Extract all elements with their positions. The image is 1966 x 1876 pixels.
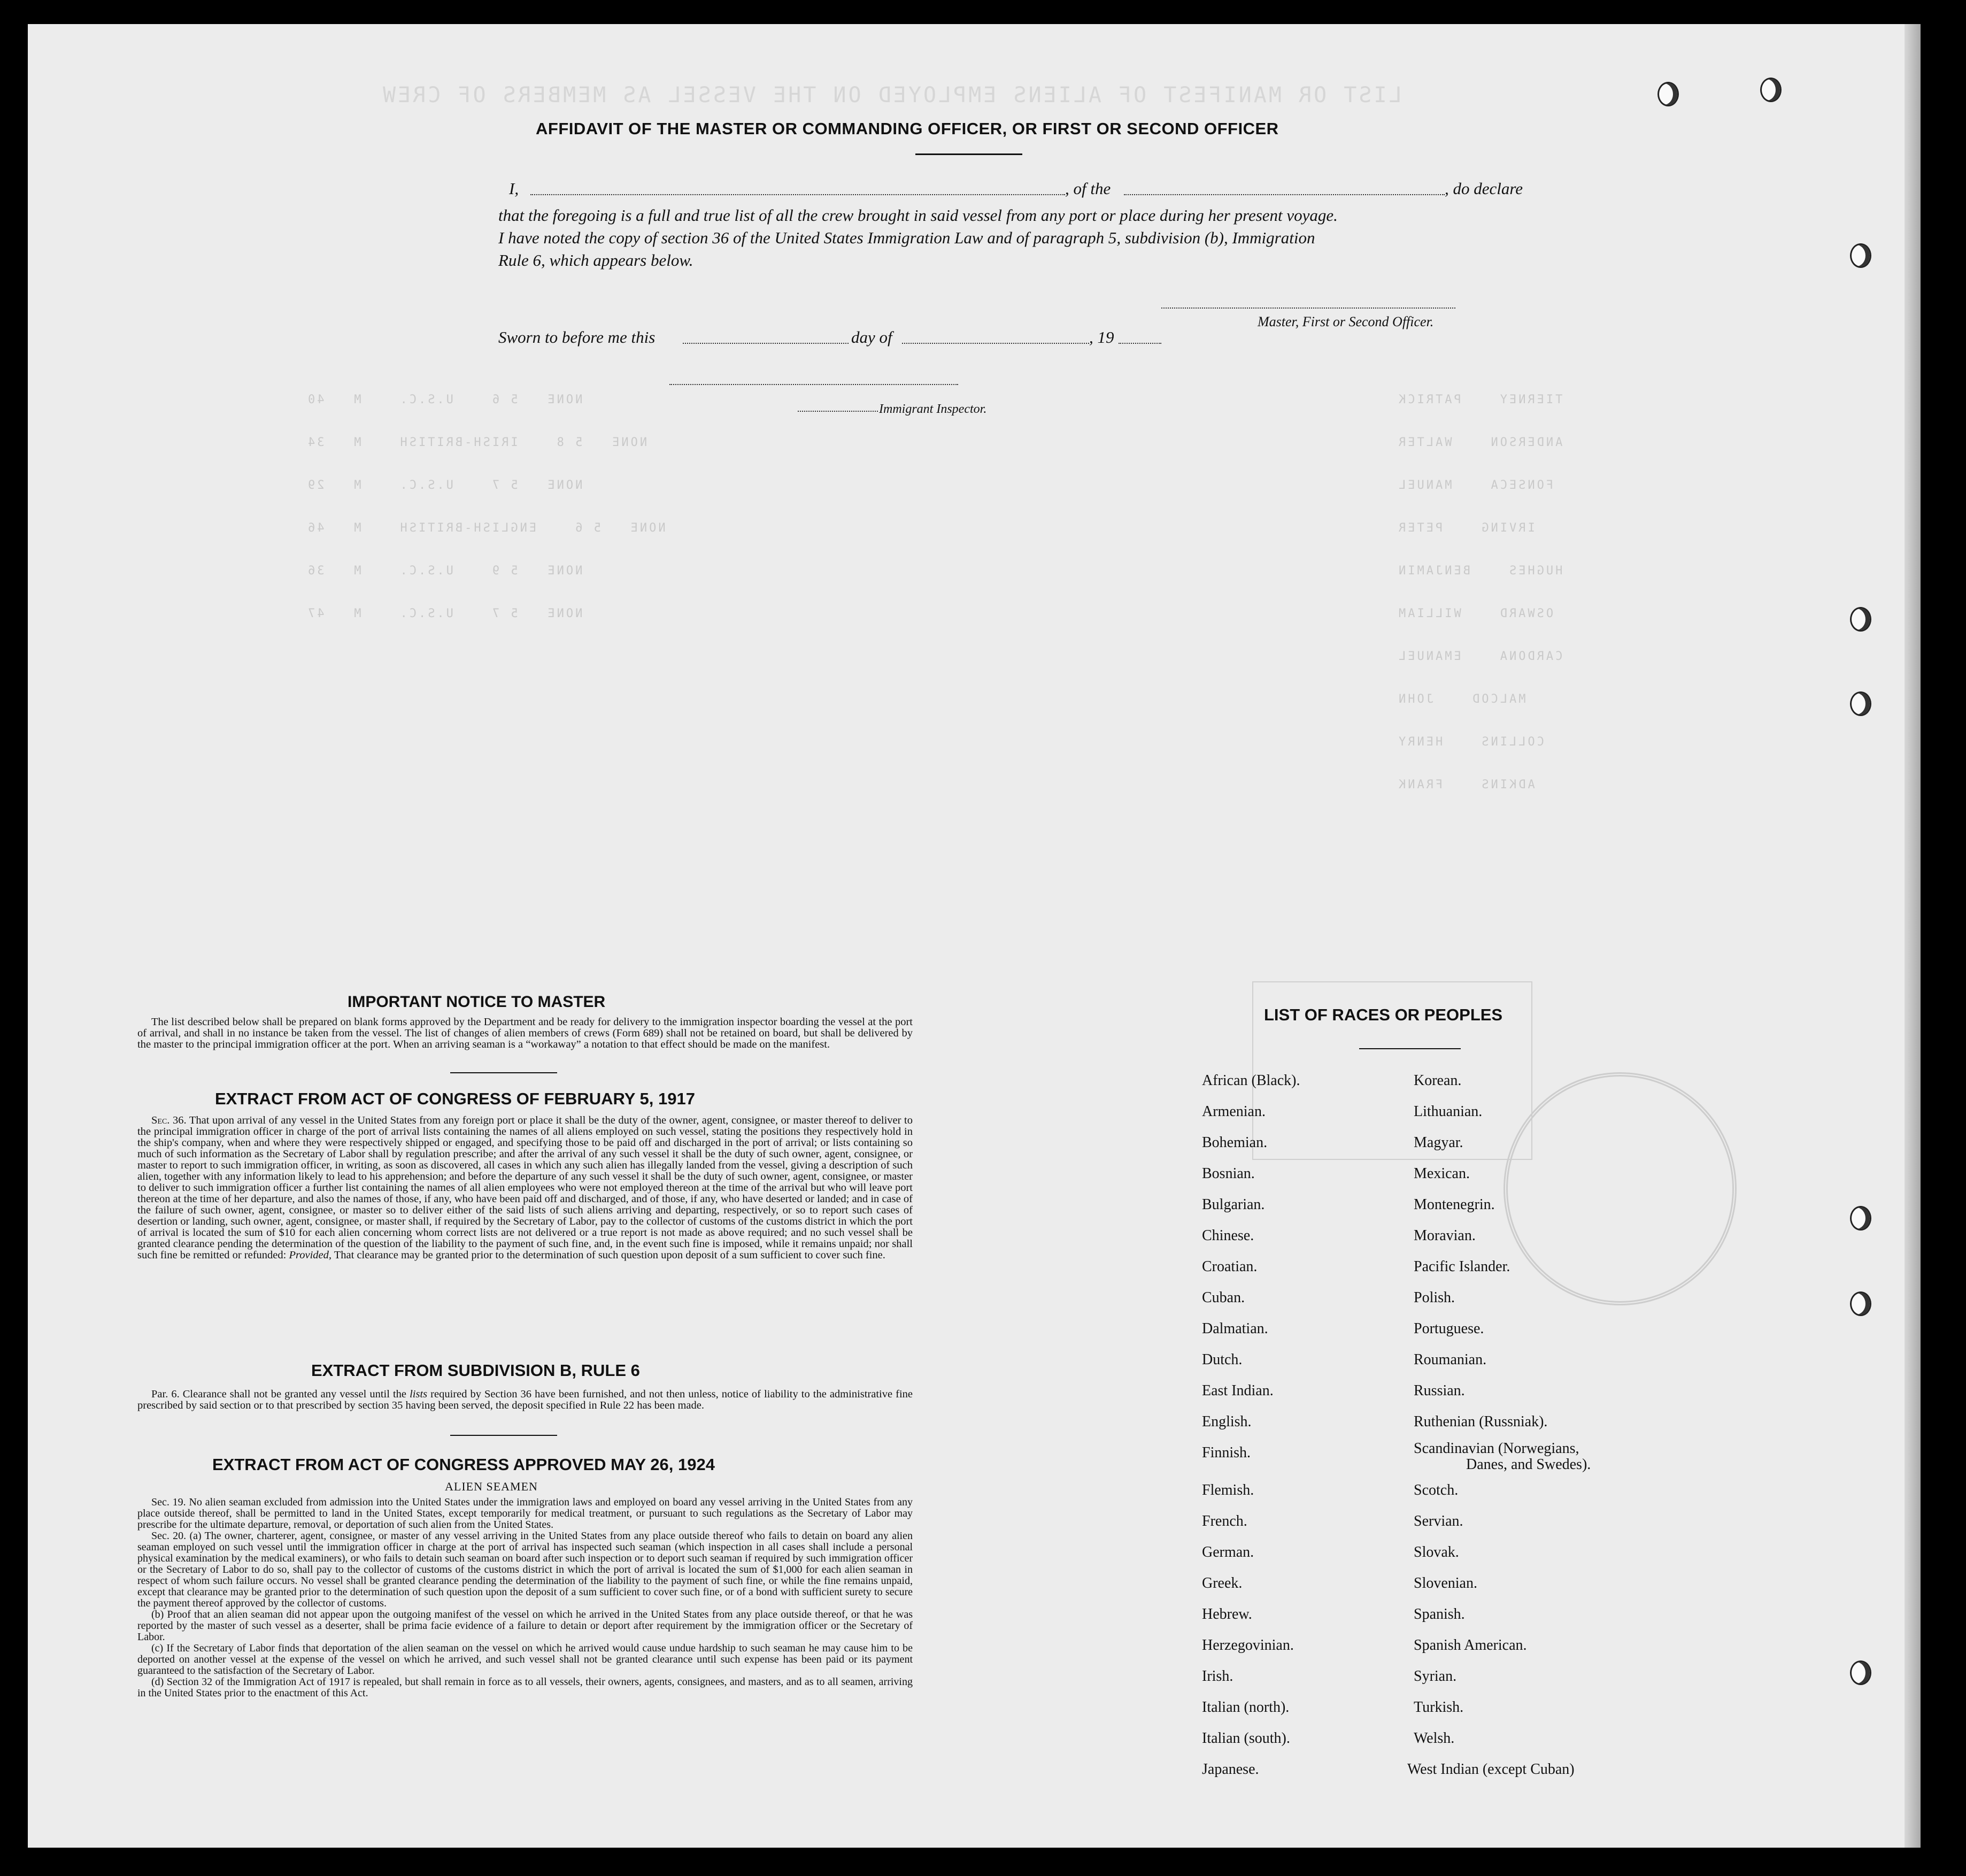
sec-20d: (d) Section 32 of the Immigration Act of 1917 is repealed, but shall remain in force as to all vessels, their owners, agents, consignees, and masters, and as to all seamen, arriving in the United States prior to the enactment of this Act. (137, 1676, 913, 1699)
race-right-continuation: Danes, and Swedes). (1466, 1456, 1591, 1473)
race-item: Lithuanian. (1414, 1103, 1483, 1120)
race-item: Japanese. (1202, 1761, 1259, 1778)
race-item: African (Black). (1202, 1072, 1300, 1089)
sec-20b: (b) Proof that an alien seaman did not appear upon the outgoing manifest of the vessel on which he arrived in the United States from any place outside thereof, or that he was reported by the master of such vessel as a deserter, shall be prima facie evidence of a failure to detain or deport after requirement by the immigration officer or the Secretary of Labor. (137, 1609, 913, 1643)
binder-hole-icon (1850, 607, 1871, 632)
race-item: Hebrew. (1202, 1606, 1252, 1623)
race-item: Armenian. (1202, 1103, 1266, 1120)
master-signature-label: Master, First or Second Officer. (1258, 314, 1434, 329)
notice-rule (450, 1072, 557, 1073)
inspector-leader-line (798, 411, 878, 412)
race-item: Scandinavian (Norwegians, (1414, 1440, 1579, 1457)
race-item: Slovenian. (1414, 1575, 1477, 1591)
affidavit-do-declare: , do declare (1445, 179, 1523, 198)
race-item: Korean. (1414, 1072, 1462, 1089)
year-label: , 19 (1089, 328, 1114, 347)
races-rule (1359, 1048, 1461, 1049)
sworn-month-field[interactable] (902, 343, 1089, 344)
affidavit-line-2: I have noted the copy of section 36 of the United States Immigration Law and of paragraph 5, subdivision (b), Immigration (498, 228, 1315, 247)
race-item: Roumanian. (1414, 1351, 1487, 1368)
race-item: Servian. (1414, 1513, 1463, 1529)
affidavit-of-the: , of the (1065, 179, 1111, 198)
notice-text: The list described below shall be prepared on blank forms approved by the Department and be ready for delivery to the immigration inspector boarding the vessel at the port of arrival, and shall in no instance be taken from the vessel. The list of changes of alien members of crews (Form 689) shall not be retained on board, but shall be delivered by the master to the principal immigration officer at the port. When an arriving seaman is a “workaway” a notation to that effect should be made on the manifest. (137, 1016, 913, 1050)
race-item: Spanish American. (1414, 1637, 1527, 1654)
document-page: LIST OR MANIFEST OF ALIENS EMPLOYED ON THE VESSEL AS MEMBERS OF CREW TIERNEY PATRICK ANDERSON WALTER FONSECA MANUEL IRVING PETER HUGHES BENJAMIN OSWARD WILLIAM CARDONA EMANUEL MALCOD JOHN COLLINS HENRY ADKINS FRANK NONE 5 6 U.S.C. M 40 NONE 5 8 IRISH-BRITISH M 34 NONE 5 7 U.S.C. M 29 NONE 5 6 ENGLISH-BRITISH M 46 NONE 5 9 U.S.C. M 36 NONE 5 7 U.S.C. M 47 AFFIDAVIT OF THE MASTER OR COMMANDING OFFICER, OR FIRST OR SECOND OFFICER I, , of the , do declare that the foregoing is a full and true list of all the crew brought in said vessel from any port or place during her present voyage. I have noted the copy of section 36 of the United States Immigration Law and of paragraph 5, subdivision (b), Immigration Rule 6, which appears below. Master, First or Second Officer. Sworn to before me this day of , 19 Immigrant Inspector. IMPORTANT NOTICE TO MASTER The list described below shall be prepared on blank forms approved by the Department and be ready for delivery to the immigration inspector boarding the vessel at the port of arrival, and shall in no instance be taken from the vessel. The list of changes of alien members of crews (Form 689) shall not be retained on board, but shall be delivered by the master to the principal immigration officer at the port. When an arriving seaman is a “workaway” a notation to that effect should be made on the manifest. EXTRACT FROM ACT OF CONGRESS OF FEBRUARY 5, 1917 Sec. 36. That upon arrival of any vessel in the United States from any foreign port or place it shall be the duty of the owner, agent, consignee, or master thereof to deliver to the principal immigration officer in charge of the port of arrival lists containing the names of all aliens employed on such vessel, stating the positions they respectively hold in the ship's company, when and where they were respectively shipped or engaged, and specifying those to be paid off and discharged in the port of arrival; or lists containing so much of such information as the Secretary of Labor shall by regulation prescribe; and after the arrival of any such vessel it shall be the duty of such owner, agent, consignee, or master to report to such immigration officer, in writing, as soon as discovered, all cases in which any such alien has illegally landed from the vessel, giving a description of such alien, together with any information likely to lead to his apprehension; and before the departure of any such vessel it shall be the duty of such owner, agent, consignee, or master to deliver to such immigration officer a further list containing the names of all alien employees who were not employed thereon at the time of the arrival but who will leave port thereon at the time of her departure, and also the names of those, if any, who have been paid off and discharged, and of those, if any, who have deserted or landed; and in case of the failure of such owner, agent, consignee, or master so to deliver either of the said lists of such aliens arriving and departing, respectively, or so to report such cases of desertion or landing, such owner, agent, consignee, or master shall, if required by the Secretary of Labor, pay to the collector of customs of the customs district in which the port of arrival is located the sum of $10 for each alien concerning whom correct lists are not delivered or a true report is not made as above required; and no such vessel shall be granted clearance pending the determination of the question of the liability to the payment of such fine, and, in the event such fine is imposed, while it remains unpaid; nor shall such fine be remitted or refunded: Provided, That clearance may be granted prior to the determination of such question upon deposit of a sum sufficient to cover such fine. EXTRACT FROM SUBDIVISION B, RULE 6 Par. 6. Clearance shall not be granted any vessel until the lists required by Section 36 have been furnished, and not then unless, notice of liability to the administrative fine prescribed by said section or to that prescribed by section 35 having been served, the deposit specified in Rule 22 has been made. EXTRACT FROM ACT OF CONGRESS APPROVED MAY 26, 1924 ALIEN SEAMEN Sec. 19. No alien seaman excluded from admission into the United States under the immigration laws and employed on board any vessel arriving in the United States from any place outside thereof, shall be permitted to land in the United States, except temporarily for medical treatment, or pursuant to such regulations as the Secretary of Labor may prescribe for the ultimate departure, removal, or deportation of such alien from the United States. Sec. 20. (a) The owner, charterer, agent, consignee, or master of any vessel arriving in the United States from any place outside thereof who fails to detain on board any alien seaman employed on such vessel until the immigration officer in charge at the port of arrival has inspected such seaman (which inspection in all cases shall include a personal physical examination by the medical examiners), or who fails to detain such seaman on board after such inspection or to deport such seaman if required by such immigration officer or the Secretary of Labor to do so, shall pay to the collector of customs of the customs district in which the port of arrival is located the sum of $1,000 for each alien seaman in respect of whom such failure occurs. No vessel shall be granted clearance pending the determination of the liability to the payment of such fine, or while the fine remains unpaid, except that clearance may be granted prior to the determination of such question upon the deposit of a sum sufficient to cover such fine, or of a bond with sufficient surety to secure the payment thereof approved by the collector of customs. (b) Proof that an alien seaman did not appear upon the outgoing manifest of the vessel on which he arrived in the United States from any place outside thereof, or that he was reported by the master of such vessel as a deserter, shall be prima facie evidence of a failure to detain or deport after requirement by the immigration officer or the Secretary of Labor. (c) If the Secretary of Labor finds that deportation of the alien seaman on the vessel on which he arrived would cause undue hardship to such seaman he may cause him to be deported on another vessel at the expense of the vessel on which he arrived, and such vessel shall not be granted clearance until such expense has been paid or its payment guaranteed to the satisfaction of the Secretary of Labor. (d) Section 32 of the Immigration Act of 1917 is repealed, but shall remain in force as to all vessels, their owners, agents, consignees, and masters, and as to all seamen, arriving in the United States prior to the enactment of this Act. LIST OF RACES OR PEOPLES Danes, and Swedes). African (Black). Armenian. Bohemian. Bosnian. Bulgarian. Chinese. Croatian. Cuban. Dalmatian. Dutch. East Indian. English. Finnish. Flemish. French. German. Greek. Hebrew. Herzegovinian. Irish. Italian (north). Italian (south). Japanese. Korean. Lithuanian. Magyar. Mexican. Montenegrin. Moravian. Pacific Islander. Polish. Portuguese. Roumanian. Russian. Ruthenian (Russniak). Scandinavian (Norwegians, Scotch. Servian. Slovak. Slovenian. Spanish. Spanish American. Syrian. Turkish. Welsh. West Indian (except Cuban) (28, 24, 1921, 1848)
page-edge (1905, 24, 1921, 1848)
rule6-lists: lists (410, 1388, 428, 1400)
race-item: Pacific Islander. (1414, 1258, 1510, 1275)
race-item: Bulgarian. (1202, 1196, 1265, 1213)
notice-title: IMPORTANT NOTICE TO MASTER (348, 993, 606, 1011)
inspector-label: Immigrant Inspector. (879, 402, 987, 416)
sec-20c: (c) If the Secretary of Labor finds that deportation of the alien seaman on the vessel on which he arrived would cause undue hardship to such seaman he may cause him to be deported on another vessel at the expense of the vessel on which he arrived, and such vessel shall not be granted clearance until such expense has been paid or its payment guaranteed to the satisfaction of the Secretary of Labor. (137, 1642, 913, 1677)
day-of-label: day of (851, 328, 892, 347)
rule6-text-b: required by Section 36 have been furnished, and not then unless, notice of liability to the administrative fine prescribed by said section or to that prescribed by section 35 having been served, the deposit specified in Rule 22 has been made. (137, 1388, 913, 1411)
affidavit-line-1: that the foregoing is a full and true list of all the crew brought in said vessel from any port or place during her present voyage. (498, 206, 1338, 225)
rule6-title: EXTRACT FROM SUBDIVISION B, RULE 6 (311, 1361, 640, 1380)
race-item: Slovak. (1414, 1544, 1459, 1560)
extract-1917-body (137, 1115, 913, 1261)
extract-1917-text-end: That clearance may be granted prior to the determination of such question upon deposit of a sum sufficient to cover such fine. (334, 1249, 885, 1261)
title-rule (915, 153, 1022, 155)
rule6-text-a: Par. 6. Clearance shall not be granted any vessel until the (151, 1388, 407, 1400)
race-item: Greek. (1202, 1575, 1243, 1591)
race-item: Bohemian. (1202, 1134, 1268, 1151)
binder-hole-icon (1657, 82, 1679, 106)
binder-hole-icon (1850, 1206, 1871, 1231)
binder-hole-icon (1850, 243, 1871, 268)
vessel-name-field[interactable] (1124, 194, 1445, 195)
inspector-signature-field[interactable] (669, 384, 958, 385)
race-item: Welsh. (1414, 1730, 1455, 1747)
race-item: Polish. (1414, 1289, 1455, 1306)
extract-1917-provided: Provided, (289, 1249, 331, 1261)
race-item: Portuguese. (1414, 1320, 1484, 1337)
extract-1917-sec: Sec. 36. (151, 1114, 187, 1126)
extract-1917-text: That upon arrival of any vessel in the United States from any foreign port or place it shall be the duty of the owner, agent, consignee, or master thereof to deliver to the principal immigration officer in charge of the port of arrival lists containing the names of all aliens employed on such vessel, stating the positions they respectively hold in the ship's company, when and where they were respectively shipped or engaged, and specifying those to be paid off and discharged in the port of arrival; or lists containing so much of such information as the Secretary of Labor shall by regulation prescribe; and after the arrival of any such vessel it shall be the duty of such owner, agent, consignee, or master to report to such immigration officer, in writing, as soon as discovered, all cases in which any such alien has illegally landed from the vessel, giving a description of such alien, together with any information likely to lead to his apprehension; and before the departure of any such vessel it shall be the duty of such owner, agent, consignee, or master to deliver to such immigration officer a further list containing the names of all alien employees who were not employed thereon at the time of the arrival but who will leave port thereon at the time of her departure, and also the names of those, if any, who have been paid off and discharged, and of those, if any, who have deserted or landed; and in case of the failure of such owner, agent, consignee, or master so to deliver either of the said lists of such aliens arriving and departing, respectively, or so to report such cases of desertion or landing, such owner, agent, consignee, or master shall, if required by the Secretary of Labor, pay to the collector of customs of the customs district in which the port of arrival is located the sum of $10 for each alien concerning whom correct lists are not delivered or a true report is not made as above required; and no such vessel shall be granted clearance pending the determination of the question of the liability to the payment of such fine, and, in the event such fine is imposed, while it remains unpaid; nor shall such fine be remitted or refunded: (137, 1114, 913, 1261)
sworn-line (498, 328, 1193, 355)
extract-1924-body (137, 1497, 913, 1699)
race-item: Cuban. (1202, 1289, 1245, 1306)
race-item: Italian (south). (1202, 1730, 1290, 1747)
sworn-year-field[interactable] (1119, 343, 1161, 344)
affidavit-body (498, 179, 1568, 270)
race-item: Montenegrin. (1414, 1196, 1495, 1213)
affidavit-title: AFFIDAVIT OF THE MASTER OR COMMANDING OFFICER, OR FIRST OR SECOND OFFICER (536, 119, 1279, 138)
race-item: Turkish. (1414, 1699, 1464, 1716)
race-item: Mexican. (1414, 1165, 1470, 1182)
race-item: Syrian. (1414, 1668, 1457, 1685)
master-signature-field[interactable] (1161, 307, 1455, 309)
race-item: English. (1202, 1413, 1252, 1430)
race-item: Herzegovinian. (1202, 1637, 1294, 1654)
race-item: Finnish. (1202, 1444, 1251, 1461)
affiant-name-field[interactable] (530, 194, 1065, 195)
race-item: French. (1202, 1513, 1247, 1529)
rule6-body (137, 1389, 913, 1411)
race-item: West Indian (except Cuban) (1407, 1761, 1575, 1778)
race-item: Ruthenian (Russniak). (1414, 1413, 1548, 1430)
race-item: Russian. (1414, 1382, 1465, 1399)
affidavit-i-label: I, (509, 179, 519, 198)
race-item: Spanish. (1414, 1606, 1465, 1623)
race-item: Chinese. (1202, 1227, 1254, 1244)
race-item: Dutch. (1202, 1351, 1243, 1368)
extract-1924-title: EXTRACT FROM ACT OF CONGRESS APPROVED MAY 26, 1924 (212, 1455, 715, 1474)
affidavit-line-3: Rule 6, which appears below. (498, 251, 693, 270)
race-item: Magyar. (1414, 1134, 1463, 1151)
race-item: Scotch. (1414, 1482, 1459, 1498)
race-item: Irish. (1202, 1668, 1233, 1685)
race-item: German. (1202, 1544, 1254, 1560)
notice-body (137, 1017, 913, 1050)
race-item: Bosnian. (1202, 1165, 1255, 1182)
binder-hole-icon (1850, 1291, 1871, 1316)
race-item: Croatian. (1202, 1258, 1258, 1275)
sworn-day-field[interactable] (683, 343, 849, 344)
sworn-label: Sworn to before me this (498, 328, 656, 347)
race-item: East Indian. (1202, 1382, 1274, 1399)
race-item: Moravian. (1414, 1227, 1476, 1244)
sec-20a: Sec. 20. (a) The owner, charterer, agent, consignee, or master of any vessel arriving in the United States from any place outside thereof who fails to detain on board any alien seaman employed on such vessel until the immigration officer in charge at the port of arrival has inspected such seaman (which inspection in all cases shall include a personal physical examination by the medical examiners), or who fails to detain such seaman on board after such inspection or to deport such seaman if required by such immigration officer or the Secretary of Labor to do so, shall pay to the collector of customs of the customs district in which the port of arrival is located the sum of $1,000 for each alien seaman in respect of whom such failure occurs. No vessel shall be granted clearance pending the determination of the liability to the payment of such fine, or while the fine remains unpaid, except that clearance may be granted prior to the determination of such question upon the deposit of a sum sufficient to cover such fine, or of a bond with sufficient surety to secure the payment thereof approved by the collector of customs. (137, 1530, 913, 1609)
race-item: Dalmatian. (1202, 1320, 1268, 1337)
rule6-rule (450, 1435, 557, 1436)
extract-1917-title: EXTRACT FROM ACT OF CONGRESS OF FEBRUARY 5, 1917 (215, 1089, 695, 1108)
extract-1924-subtitle: ALIEN SEAMEN (445, 1480, 538, 1493)
races-title: LIST OF RACES OR PEOPLES (1264, 1005, 1503, 1024)
binder-hole-icon (1760, 78, 1782, 102)
binder-hole-icon (1850, 1660, 1871, 1685)
race-item: Italian (north). (1202, 1699, 1290, 1716)
binder-hole-icon (1850, 691, 1871, 716)
race-item: Flemish. (1202, 1482, 1254, 1498)
sec-19: Sec. 19. No alien seaman excluded from admission into the United States under the immigration laws and employed on board any vessel arriving in the United States from any place outside thereof, shall be permitted to land in the United States, except temporarily for medical treatment, or pursuant to such regulations as the Secretary of Labor may prescribe for the ultimate departure, removal, or deportation of such alien from the United States. (137, 1496, 913, 1531)
